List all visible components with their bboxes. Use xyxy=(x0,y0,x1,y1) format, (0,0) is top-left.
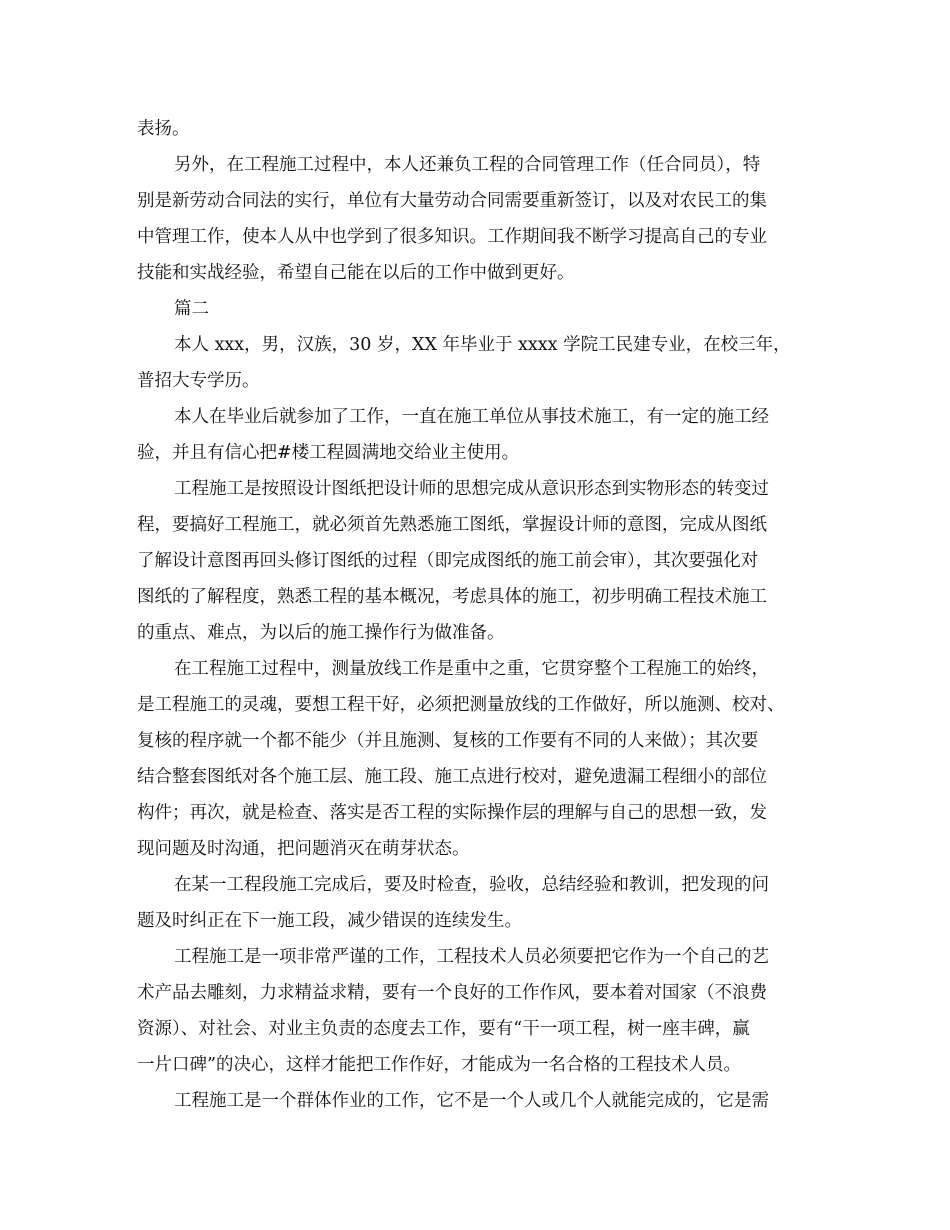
text-line: 构件；再次，就是检查、落实是否工程的实际操作层的理解与自己的思想一致，发 xyxy=(137,803,767,823)
text-line: 图纸的了解程度，熟悉工程的基本概况，考虑具体的施工，初步明确工程技术施工 xyxy=(137,587,767,607)
text-line: 复核的程序就一个都不能少（并且施测、复核的工作要有不同的人来做）；其次要 xyxy=(137,731,759,751)
text-line: 题及时纠正在下一施工段，减少错误的连续发生。 xyxy=(137,911,522,931)
text-line: 现问题及时沟通，把问题消灭在萌芽状态。 xyxy=(137,839,470,859)
text-line: 结合整套图纸对各个施工层、施工段、施工点进行校对，避免遗漏工程细小的部位 xyxy=(137,767,767,787)
text-line: 验，并且有信心把#楼工程圆满地交给业主使用。 xyxy=(137,443,520,463)
text-line: 在工程施工过程中，测量放线工作是重中之重，它贯穿整个工程施工的始终， xyxy=(174,659,769,679)
text-line: 工程施工是一项非常严谨的工作，工程技术人员必须要把它作为一个自己的艺 xyxy=(174,947,769,967)
text-line: 在某一工程段施工完成后，要及时检查，验收，总结经验和教训，把发现的问 xyxy=(174,875,769,895)
text-line: 另外，在工程施工过程中，本人还兼负工程的合同管理工作（任合同员），特 xyxy=(174,155,761,175)
text-line: 工程施工是一个群体作业的工作，它不是一个人或几个人就能完成的，它是需 xyxy=(174,1091,769,1111)
text-line: 本人在毕业后就参加了工作，一直在施工单位从事技术施工，有一定的施工经 xyxy=(174,407,769,427)
text-line: 工程施工是按照设计图纸把设计师的思想完成从意识形态到实物形态的转变过 xyxy=(174,479,769,499)
text-line: 程，要搞好工程施工，就必须首先熟悉施工图纸，掌握设计师的意图，完成从图纸 xyxy=(137,515,767,535)
text-line: 本人 xxx，男，汉族，30 岁，XX 年毕业于 xxxx 学院工民建专业，在校三年， xyxy=(174,335,791,355)
text-line: 别是新劳动合同法的实行，单位有大量劳动合同需要重新签订，以及对农民工的集 xyxy=(137,191,767,211)
text-line: 普招大专学历。 xyxy=(137,371,260,391)
text-line: 是工程施工的灵魂，要想工程干好，必须把测量放线的工作做好，所以施测、校对、 xyxy=(137,695,785,715)
text-line: 的重点、难点，为以后的施工操作行为做准备。 xyxy=(137,623,505,643)
text-line: 一片口碑”的决心，这样才能把工作作好，才能成为一名合格的工程技术人员。 xyxy=(137,1055,741,1075)
text-line: 术产品去雕刻，力求精益求精，要有一个良好的工作作风，要本着对国家（不浪费 xyxy=(137,983,767,1003)
text-line: 技能和实战经验，希望自己能在以后的工作中做到更好。 xyxy=(137,263,575,283)
text-line: 资源）、对社会、对业主负责的态度去工作，要有“干一项工程，树一座丰碑，赢 xyxy=(137,1019,750,1039)
text-line: 表扬。 xyxy=(137,119,190,139)
text-line: 了解设计意图再回头修订图纸的过程（即完成图纸的施工前会审），其次要强化对 xyxy=(137,551,759,571)
section-heading: 篇二 xyxy=(174,299,209,319)
text-line: 中管理工作，使本人从中也学到了很多知识。工作期间我不断学习提高自己的专业 xyxy=(137,227,767,247)
